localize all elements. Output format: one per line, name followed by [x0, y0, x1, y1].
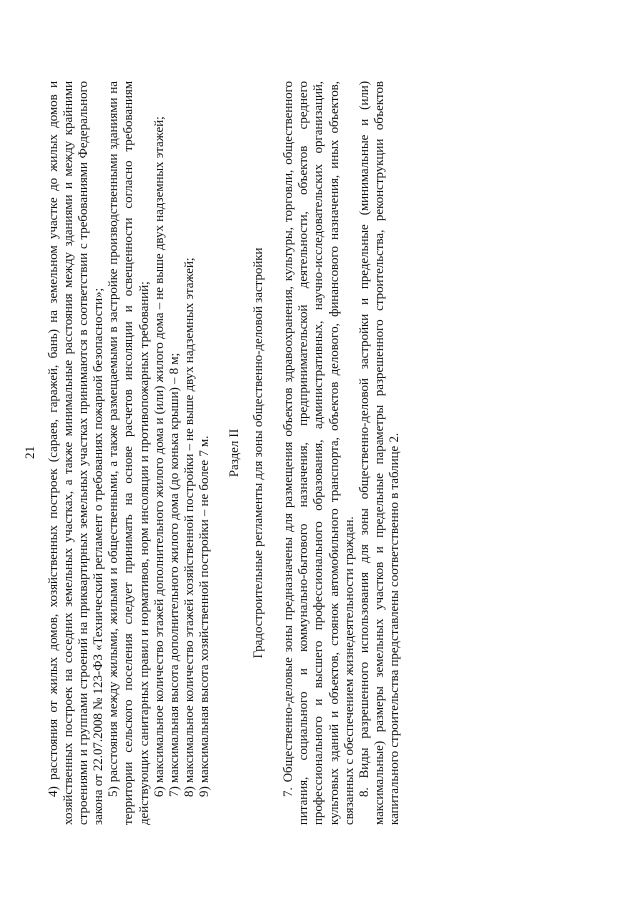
- paragraph-clause-7: 7. Общественно-деловые зоны предназначены для размещения объектов здравоохранения, культуры, торговли, общественного питания, социального и коммунально-бытового назначения, предпринимательской деятельности, объектов среднего профессионального и высшего профессионального образования, административных, научно-исследовательских организаций, культовых зданий и объектов, стоянок автомобильного транспорта, объектов делового, финансового назначения, иных объектов, связанных с обеспечением жизнедеятельности граждан.: [281, 81, 356, 825]
- paragraph-item-8: 8) максимальное количество этажей хозяйственной постройки – не выше двух надземных этажей;: [181, 257, 196, 797]
- paragraph-item-7: 7) максимальная высота дополнительного жилого дома (до конька крыши) – 8 м;: [166, 352, 181, 797]
- paragraph-item-4: 4) расстояния от жилых домов, хозяйственных построек (сараев, гаражей, бань) на земельном участке до жилых домов и хозяйственных построек на соседних земельных участках, а также минимальные расстояния между зданиями и между крайними строениями и группами строений на приквартирных земельных участках принимаются в соответствии с требованиями Федерального закона от 22.07.2008 № 123-ФЗ «Технический регламент о требованиях пожарной безопасности»;: [46, 81, 106, 825]
- page-number: 21: [22, 446, 37, 459]
- section-title: Градостроительные регламенты для зоны общественно-деловой застройки: [251, 247, 266, 659]
- document-body: [46, 81, 402, 825]
- paragraph-item-6: 6) максимальное количество этажей дополнительного жилого дома и (или) жилого дома – не выше двух надземных этажей;: [151, 116, 166, 797]
- section-heading: Раздел II: [227, 428, 242, 478]
- paragraph-item-9: 9) максимальная высота хозяйственной постройки – не более 7 м.: [196, 435, 211, 797]
- paragraph-clause-8: 8. Виды разрешенного использования для зоны общественно-деловой застройки и предельные (минимальные и (или) максимальные) размеры земельных участков и предельные параметры разрешенного строительства, реконструкции объектов капитального строительства представлены соответственно в таблице 2.: [356, 81, 401, 825]
- paragraph-item-5: 5) расстояния между жилыми, жилыми и общественными, а также размещаемыми в застройке производственными зданиями на территории сельского поселения следует принимать на основе расчетов инсоляции и освещенности согласно требованиям действующих санитарных правил и нормативов, норм инсоляции и противопожарных требований;: [106, 81, 151, 825]
